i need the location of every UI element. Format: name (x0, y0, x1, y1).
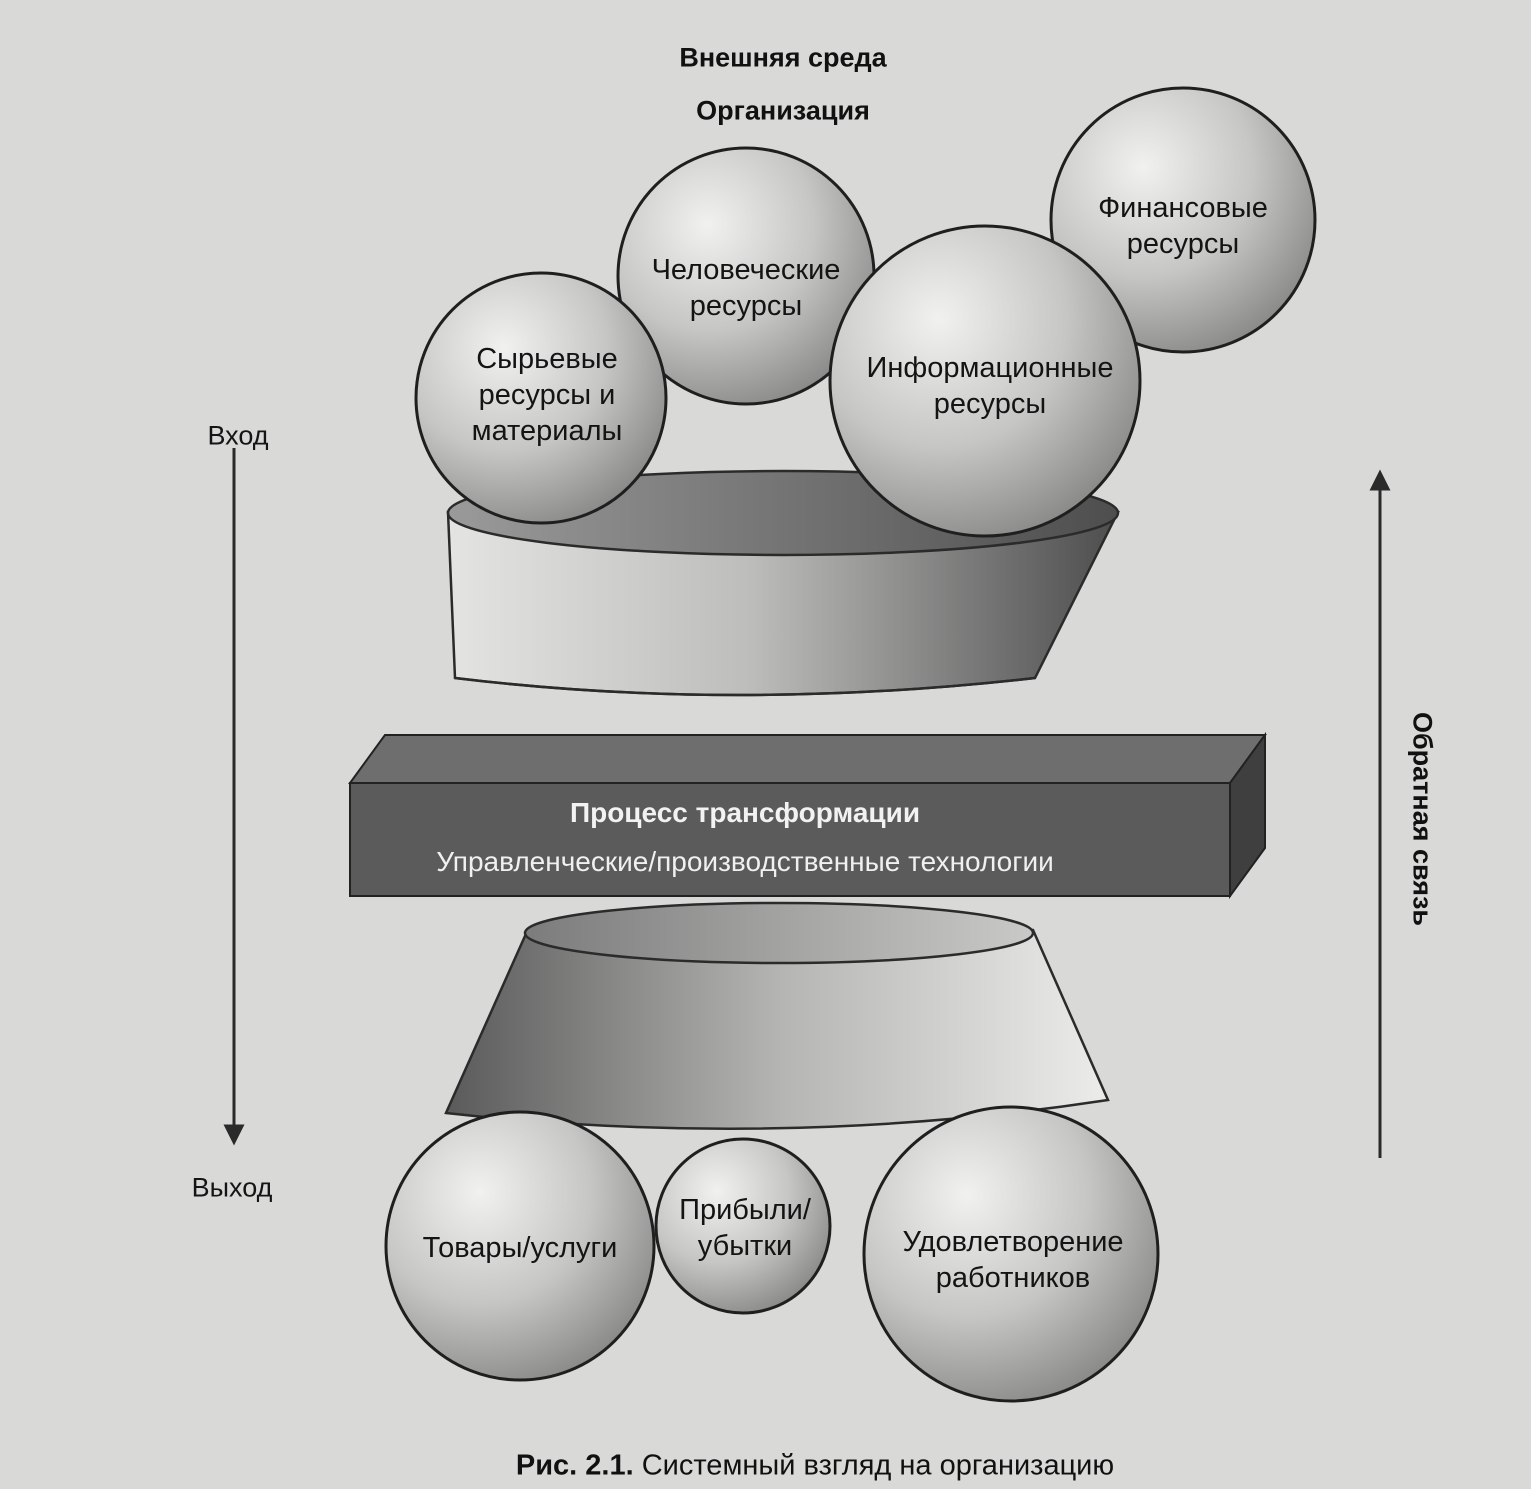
feedback-label: Обратная связь (1407, 711, 1438, 927)
caption-text: Системный взгляд на организацию (641, 1449, 1115, 1482)
figure-caption (516, 1450, 1114, 1483)
employee-satisfaction-label: Удовлетворение работников (902, 1226, 1124, 1294)
goods-services-label: Товары/услуги (422, 1232, 618, 1264)
caption-number: Рис. 2.1. (515, 1449, 634, 1482)
environment-label: Внешняя среда (679, 42, 887, 73)
information-resources-label: Информационные ресурсы (866, 352, 1114, 420)
profit-loss-label: Прибыли/ убытки (679, 1194, 811, 1262)
organization-label: Организация (696, 95, 870, 126)
transformation-subtitle: Управленческие/производственные технологии (436, 846, 1054, 877)
input-label: Вход (207, 420, 269, 451)
raw-materials-label: Сырьевые ресурсы и материалы (471, 343, 623, 447)
output-bowl (446, 903, 1108, 1129)
financial-resources-label: Финансовые ресурсы (1098, 192, 1268, 260)
output-label: Выход (191, 1172, 273, 1203)
human-resources-label: Человеческие ресурсы (651, 254, 841, 322)
input-resources (416, 88, 1315, 536)
transformation-title: Процесс трансформации (569, 797, 921, 828)
